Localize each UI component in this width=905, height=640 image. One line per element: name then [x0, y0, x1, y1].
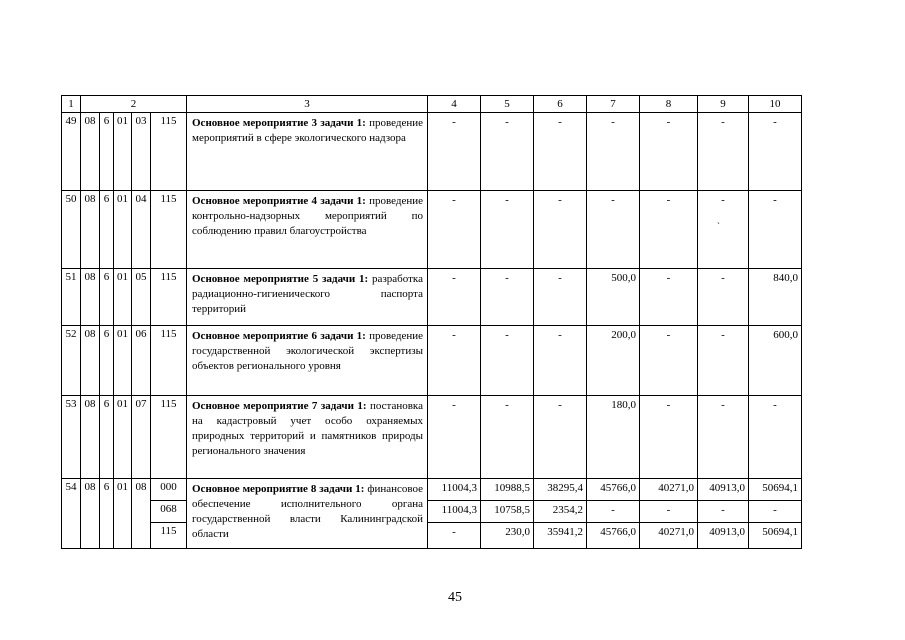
page-number: 45 — [448, 590, 462, 605]
value-cell-col4: 11004,3 — [428, 501, 481, 523]
value-cell-col9: 40913,0 — [698, 523, 749, 549]
value-cell-col5: 10988,5 — [481, 479, 534, 501]
value-cell-col5: - — [481, 191, 534, 269]
measure-title: Основное мероприятие 4 задачи 1: — [192, 195, 366, 207]
measure-text: финансовое обеспечение исполнительного органа государственной власти Калининградской области — [192, 483, 423, 540]
value-cell-col8: 40271,0 — [640, 523, 698, 549]
code-cell: 6 — [100, 269, 114, 326]
code-cell: 01 — [114, 326, 132, 396]
value-cell-col8: - — [640, 269, 698, 326]
code-cell: 05 — [132, 269, 151, 326]
value-cell-col8: - — [640, 113, 698, 191]
measure-description — [187, 269, 428, 326]
code-cell: 01 — [114, 396, 132, 479]
code-cell: 01 — [114, 269, 132, 326]
code-cell: 068 — [151, 501, 187, 523]
row-number: 53 — [62, 396, 81, 479]
value-cell-col7: - — [587, 501, 640, 523]
header-col-5: 5 — [481, 96, 534, 113]
value-cell-col9: - — [698, 191, 749, 269]
code-cell: 115 — [151, 269, 187, 326]
value-cell-col4: - — [428, 113, 481, 191]
code-cell: 115 — [151, 396, 187, 479]
value-cell-col8: - — [640, 326, 698, 396]
value-cell-col9: - — [698, 113, 749, 191]
value-cell-col9: - — [698, 396, 749, 479]
value-cell-col10: - — [749, 191, 802, 269]
measure-description — [187, 191, 428, 269]
code-cell: 08 — [81, 191, 100, 269]
measure-text: постановка на кадастровый учет особо охраняемых природных территорий и памятников природы регионального значения — [192, 400, 423, 457]
measure-text: проведение государственной экологической экспертизы объектов регионального уровня — [192, 330, 423, 372]
row-number: 49 — [62, 113, 81, 191]
code-cell: 6 — [100, 479, 114, 549]
value-cell-col9: - — [698, 269, 749, 326]
code-cell: 08 — [81, 479, 100, 549]
header-col-7: 7 — [587, 96, 640, 113]
value-cell-col7: 500,0 — [587, 269, 640, 326]
value-cell-col7: - — [587, 191, 640, 269]
value-cell-col7: 180,0 — [587, 396, 640, 479]
value-cell-col7: - — [587, 113, 640, 191]
table-row — [62, 396, 802, 479]
row-number: 51 — [62, 269, 81, 326]
value-cell-col8: 40271,0 — [640, 479, 698, 501]
value-cell-col6: - — [534, 396, 587, 479]
code-cell: 08 — [132, 479, 151, 549]
value-cell-col9: - — [698, 326, 749, 396]
code-cell: 115 — [151, 523, 187, 549]
table-row — [62, 501, 802, 523]
code-cell: 04 — [132, 191, 151, 269]
value-cell-col9: 40913,0 — [698, 479, 749, 501]
value-cell-col5: 10758,5 — [481, 501, 534, 523]
code-cell: 07 — [132, 396, 151, 479]
value-cell-col5: - — [481, 269, 534, 326]
header-col-3: 3 — [187, 96, 428, 113]
value-cell-col7: 45766,0 — [587, 523, 640, 549]
header-col-1: 1 — [62, 96, 81, 113]
measure-text: проведение мероприятий в сфере экологического надзора — [192, 117, 423, 144]
table-row — [62, 113, 802, 191]
value-cell-col4: - — [428, 326, 481, 396]
code-cell: 01 — [114, 113, 132, 191]
code-cell: 08 — [81, 113, 100, 191]
table-row — [62, 479, 802, 501]
value-cell-col5: 230,0 — [481, 523, 534, 549]
value-cell-col7: 45766,0 — [587, 479, 640, 501]
code-cell: 08 — [81, 326, 100, 396]
value-cell-col5: - — [481, 396, 534, 479]
value-cell-col10: 840,0 — [749, 269, 802, 326]
code-cell: 06 — [132, 326, 151, 396]
row-number: 52 — [62, 326, 81, 396]
measure-text: проведение контрольно-надзорных мероприятий по соблюдению правил благоустройства — [192, 195, 423, 237]
value-cell-col5: - — [481, 326, 534, 396]
header-col-9: 9 — [698, 96, 749, 113]
value-cell-col6: - — [534, 191, 587, 269]
value-cell-col9: - — [698, 501, 749, 523]
value-cell-col4: 11004,3 — [428, 479, 481, 501]
code-cell: 000 — [151, 479, 187, 501]
value-cell-col4: - — [428, 523, 481, 549]
code-cell: 115 — [151, 191, 187, 269]
value-cell-col6: - — [534, 326, 587, 396]
value-cell-col4: - — [428, 269, 481, 326]
code-cell: 03 — [132, 113, 151, 191]
header-col-6: 6 — [534, 96, 587, 113]
value-cell-col10: 600,0 — [749, 326, 802, 396]
row-number: 50 — [62, 191, 81, 269]
value-cell-col10: 50694,1 — [749, 523, 802, 549]
value-cell-col10: - — [749, 501, 802, 523]
value-cell-col10: - — [749, 113, 802, 191]
value-cell-col6: - — [534, 269, 587, 326]
scan-mark: ` — [717, 221, 720, 231]
code-cell: 6 — [100, 191, 114, 269]
header-col-2: 2 — [81, 96, 187, 113]
code-cell: 08 — [81, 269, 100, 326]
code-cell: 01 — [114, 191, 132, 269]
table-row — [62, 269, 802, 326]
value-cell-col5: - — [481, 113, 534, 191]
header-col-4: 4 — [428, 96, 481, 113]
value-cell-col8: - — [640, 501, 698, 523]
header-row — [62, 96, 802, 113]
measure-description — [187, 113, 428, 191]
value-cell-col8: - — [640, 191, 698, 269]
table-row — [62, 191, 802, 269]
value-cell-col6: 2354,2 — [534, 501, 587, 523]
measure-text: разработка радиационно-гигиенического паспорта территорий — [192, 273, 423, 315]
value-cell-col4: - — [428, 191, 481, 269]
table-body — [62, 96, 802, 549]
measure-title: Основное мероприятие 6 задачи 1: — [192, 330, 366, 342]
table-row — [62, 326, 802, 396]
value-cell-col6: 38295,4 — [534, 479, 587, 501]
measure-title: Основное мероприятие 3 задачи 1: — [192, 117, 366, 129]
value-cell-col10: 50694,1 — [749, 479, 802, 501]
table-row — [62, 523, 802, 549]
code-cell: 115 — [151, 113, 187, 191]
measure-description — [187, 396, 428, 479]
code-cell: 08 — [81, 396, 100, 479]
value-cell-col4: - — [428, 396, 481, 479]
measure-description — [187, 326, 428, 396]
value-cell-col6: 35941,2 — [534, 523, 587, 549]
header-col-10: 10 — [749, 96, 802, 113]
measure-description — [187, 479, 428, 549]
value-cell-col8: - — [640, 396, 698, 479]
code-cell: 6 — [100, 396, 114, 479]
value-cell-col6: - — [534, 113, 587, 191]
code-cell: 6 — [100, 326, 114, 396]
measure-title: Основное мероприятие 5 задачи 1: — [192, 273, 369, 285]
measure-title: Основное мероприятие 7 задачи 1: — [192, 400, 367, 412]
value-cell-col10: - — [749, 396, 802, 479]
value-cell-col7: 200,0 — [587, 326, 640, 396]
measure-title: Основное мероприятие 8 задачи 1: — [192, 483, 365, 495]
code-cell: 115 — [151, 326, 187, 396]
code-cell: 01 — [114, 479, 132, 549]
budget-table — [61, 95, 802, 549]
code-cell: 6 — [100, 113, 114, 191]
header-col-8: 8 — [640, 96, 698, 113]
row-number: 54 — [62, 479, 81, 549]
